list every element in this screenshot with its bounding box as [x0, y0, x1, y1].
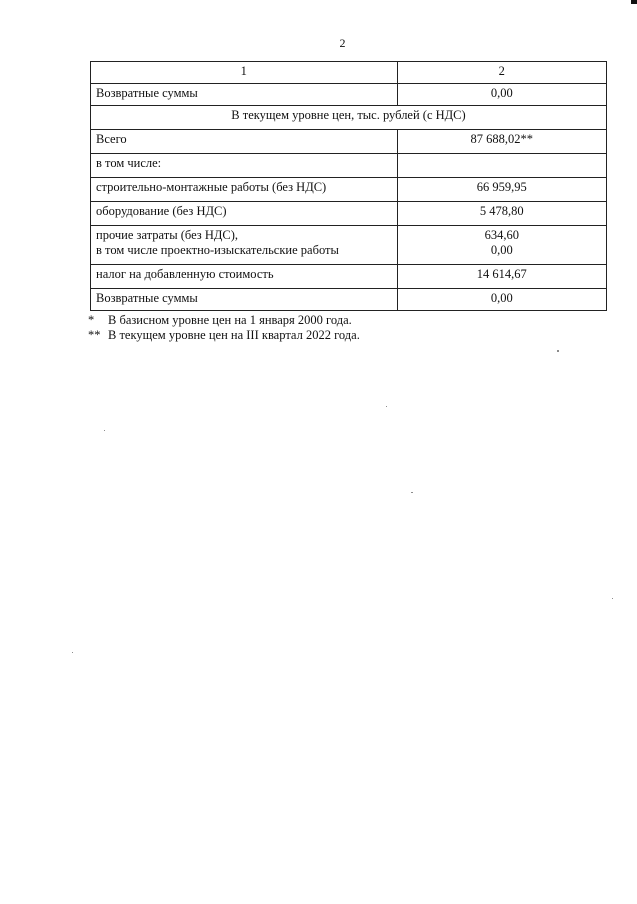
table-row: [91, 226, 607, 265]
row-label: налог на добавленную стоимость: [91, 265, 398, 289]
row-value: 0,00: [397, 289, 606, 311]
section-row: [91, 106, 607, 130]
row-label: оборудование (без НДС): [91, 202, 398, 226]
table-row: [91, 202, 607, 226]
scan-speck: [557, 350, 559, 352]
footnote: [88, 313, 360, 328]
scan-speck: [411, 492, 413, 493]
row-label: Всего: [91, 130, 398, 154]
row-label: Возвратные суммы: [91, 84, 398, 106]
row-value: 87 688,02**: [397, 130, 606, 154]
scan-speck: [72, 652, 73, 653]
row-value: 66 959,95: [397, 178, 606, 202]
row-value: 0,00: [397, 84, 606, 106]
row-value-multiline: [397, 226, 606, 265]
row-value: [397, 154, 606, 178]
row-value: 5 478,80: [397, 202, 606, 226]
row-label-multiline: [91, 226, 398, 265]
footnote-mark: **: [88, 328, 101, 342]
scan-speck: [104, 430, 105, 431]
column-header-1: 1: [91, 62, 398, 84]
scan-speck: [386, 406, 387, 407]
row-value: 14 614,67: [397, 265, 606, 289]
table-row: [91, 178, 607, 202]
table-row: [91, 84, 607, 106]
section-title: В текущем уровне цен, тыс. рублей (с НДС): [91, 106, 607, 130]
footnote-text: В базисном уровне цен на 1 января 2000 года.: [108, 313, 352, 327]
row-label: Возвратные суммы: [91, 289, 398, 311]
row-value: 634,60: [484, 228, 519, 242]
scan-corner-mark: [631, 0, 637, 4]
table-row: [91, 154, 607, 178]
cost-table: [90, 61, 607, 311]
table-row: [91, 130, 607, 154]
footnote-mark: *: [88, 313, 95, 327]
row-sublabel: в том числе проектно-изыскательские работы: [96, 243, 339, 257]
footnotes: [88, 313, 360, 343]
scan-speck: [612, 598, 613, 599]
table-row: [91, 289, 607, 311]
footnote: [88, 328, 360, 343]
column-header-2: 2: [397, 62, 606, 84]
page-number: 2: [339, 36, 346, 50]
row-label: в том числе:: [91, 154, 398, 178]
row-label: прочие затраты (без НДС),: [96, 228, 239, 242]
table-row: [91, 265, 607, 289]
table-header-row: [91, 62, 607, 84]
footnote-text: В текущем уровне цен на III квартал 2022 года.: [108, 328, 360, 342]
row-subvalue: 0,00: [490, 243, 513, 257]
row-label: строительно-монтажные работы (без НДС): [91, 178, 398, 202]
